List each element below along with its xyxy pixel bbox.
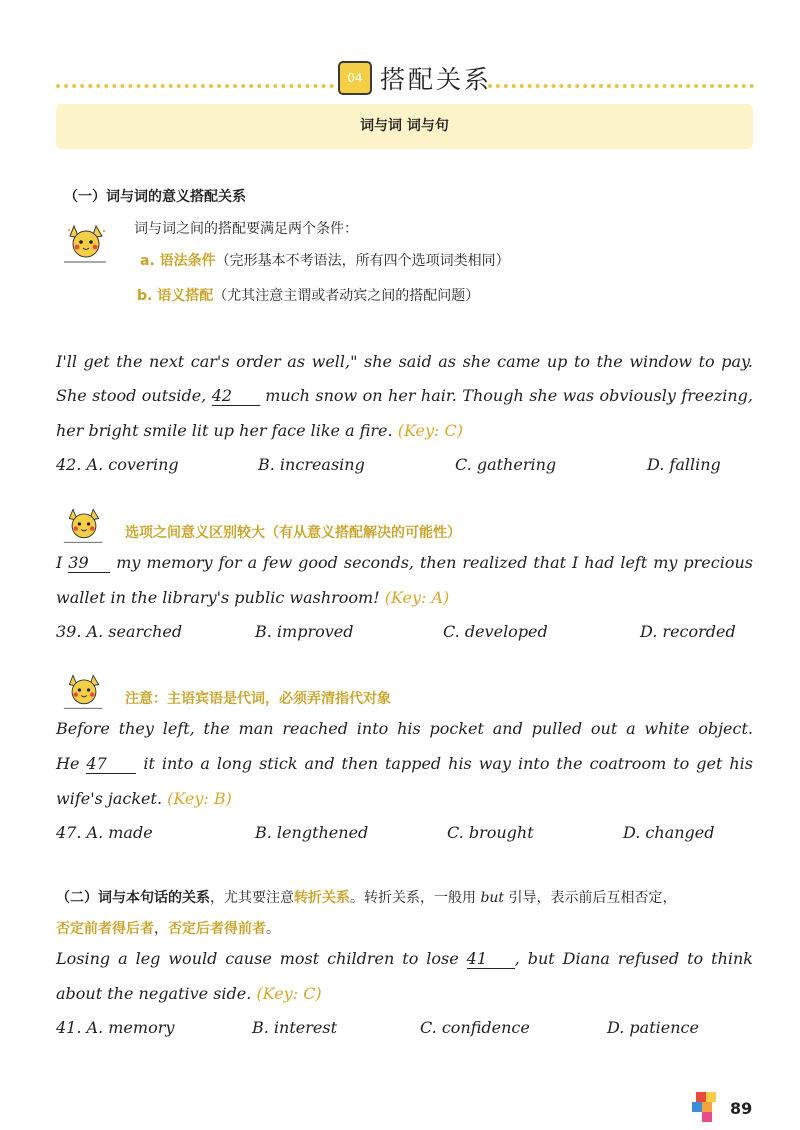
condition-a-label: a. 语法条件 <box>140 253 216 269</box>
example1-line2-post: much snow on her hair. Though she was obviously freezing, <box>265 386 754 405</box>
example3-line2-post: it into a long stick and then tapped his way into the coatroom to get his <box>143 754 753 773</box>
example4-line1-post: , but Diana refused to think <box>514 949 753 968</box>
option-d: D. recorded <box>640 622 736 641</box>
option-c: C. confidence <box>420 1018 530 1037</box>
example4-line2 <box>56 984 322 1003</box>
option-c: C. brought <box>447 823 534 842</box>
example1-line3-text: her bright smile lit up her face like a fire. <box>56 421 393 440</box>
part2-but: but <box>480 890 505 906</box>
example1-line2 <box>56 386 753 406</box>
tip1-label: 选项之间意义区别较大（有从意义搭配解决的可能性） <box>125 525 461 541</box>
example2-line1-post: my memory for a few good seconds, then realized that I had left my precious <box>116 553 753 572</box>
tip2-label: 注意：主语宾语是代词，必须弄清指代对象 <box>125 691 391 707</box>
example2-line1 <box>56 553 753 573</box>
example4-line2-text: about the negative side. <box>56 984 252 1003</box>
mascot-icon <box>62 668 106 712</box>
part2-highlight1: 转折关系 <box>294 890 350 906</box>
condition-b <box>137 285 479 305</box>
condition-a <box>140 250 510 270</box>
option-a: 42. A. covering <box>56 455 179 474</box>
example1-line2-pre: She stood outside, <box>56 386 207 405</box>
example4-line1-pre: Losing a leg would cause most children to lose <box>56 949 459 968</box>
example3-line3-text: wife's jacket. <box>56 789 163 808</box>
option-d: D. falling <box>647 455 721 474</box>
example3-line2-pre: He <box>56 754 80 773</box>
option-b: B. increasing <box>258 455 365 474</box>
part2-text4: ， <box>154 921 168 937</box>
part1-heading: （一）词与词的意义搭配关系 <box>64 189 246 205</box>
part2-heading: （二）词与本句话的关系 <box>56 890 210 906</box>
condition-a-note: （完形基本不考语法，所有四个选项词类相同） <box>215 253 510 269</box>
option-b: B. improved <box>255 622 354 641</box>
part2-highlight2: 否定前者得后者 <box>56 921 154 937</box>
example2-line2 <box>56 588 449 607</box>
example1-line3 <box>56 421 463 440</box>
example2-line2-text: wallet in the library's public washroom! <box>56 588 380 607</box>
option-c: C. gathering <box>455 455 557 474</box>
option-c: C. developed <box>443 622 548 641</box>
option-a: 41. A. memory <box>56 1018 175 1037</box>
option-a: 47. A. made <box>56 823 153 842</box>
answer-blank: 39 <box>68 554 110 573</box>
example1-line1: I'll get the next car's order as well," she said as she came up to the window to pay. <box>56 352 753 371</box>
option-a: 39. A. searched <box>56 622 183 641</box>
part2-paragraph-line1 <box>56 887 756 907</box>
part2-highlight3: 否定后者得前者 <box>168 921 266 937</box>
option-b: B. lengthened <box>255 823 369 842</box>
publisher-logo-icon <box>690 1090 720 1124</box>
section-number-badge: 04 <box>338 61 372 95</box>
part1-intro: 词与词之间的搭配要满足两个条件： <box>134 221 358 237</box>
mascot-icon <box>62 502 106 546</box>
example4-line1 <box>56 949 753 969</box>
answer-blank: 47 <box>86 755 136 774</box>
condition-b-label: b. 语义搭配 <box>137 288 214 304</box>
page-number: 89 <box>730 1099 753 1118</box>
answer-blank: 41 <box>467 950 515 969</box>
answer-key: (Key: C) <box>397 421 463 440</box>
topic-banner: 词与词 词与句 <box>56 104 753 149</box>
part2-text5: 。 <box>266 921 280 937</box>
example2-line1-pre: I <box>56 553 63 572</box>
answer-key: (Key: A) <box>384 588 450 607</box>
answer-key: (Key: C) <box>256 984 322 1003</box>
example3-line2 <box>56 754 753 774</box>
header-divider-right <box>488 84 754 88</box>
example3-line1: Before they left, the man reached into his pocket and pulled out a white object. <box>56 719 753 738</box>
section-title: 搭配关系 <box>380 65 493 94</box>
mascot-icon <box>62 218 110 266</box>
option-b: B. interest <box>252 1018 338 1037</box>
part2-text1: ，尤其要注意 <box>210 890 294 906</box>
answer-blank: 42 <box>212 387 260 406</box>
header-divider-left <box>56 84 334 88</box>
part2-text3: 引导，表示前后互相否定， <box>504 890 677 906</box>
answer-key: (Key: B) <box>167 789 232 808</box>
part2-paragraph-line2 <box>56 918 280 938</box>
part2-text2: 。转折关系，一般用 <box>350 890 481 906</box>
example3-line3 <box>56 789 232 808</box>
condition-b-note: （尤其注意主谓或者动宾之间的搭配问题） <box>213 288 480 304</box>
option-d: D. patience <box>607 1018 699 1037</box>
option-d: D. changed <box>623 823 715 842</box>
